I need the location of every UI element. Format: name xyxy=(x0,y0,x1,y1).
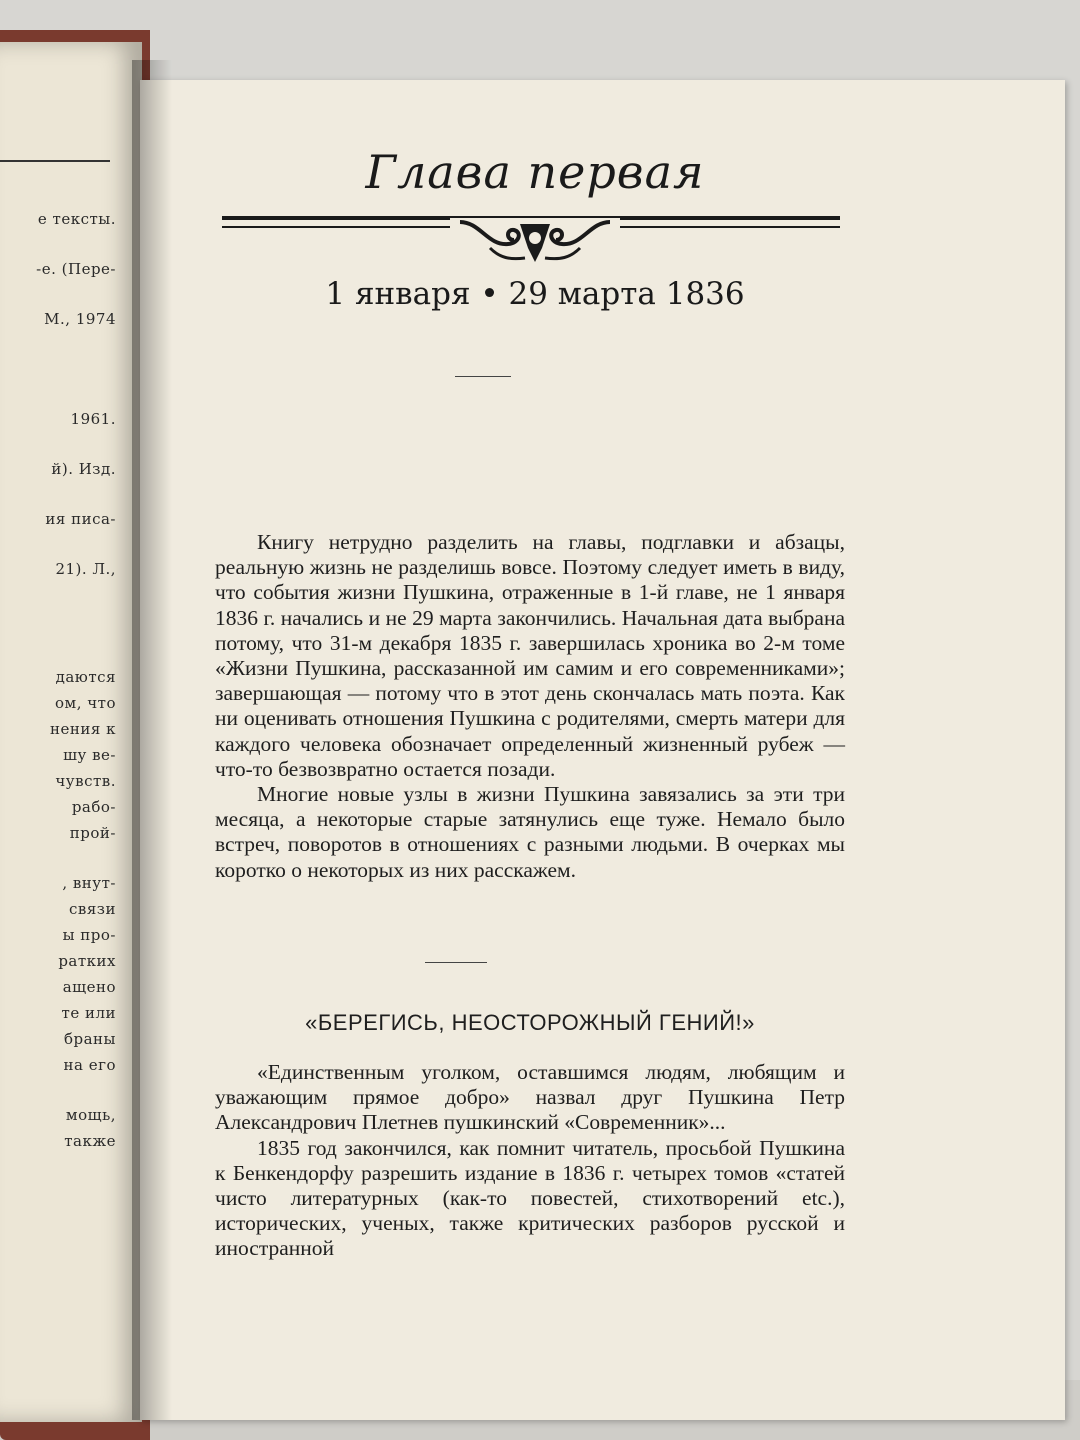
left-page-line: прой- xyxy=(69,824,116,842)
section-divider xyxy=(425,962,487,963)
left-page-line: те или xyxy=(61,1004,116,1022)
left-page-line: мощь, xyxy=(65,1106,116,1124)
section-paragraph: 1835 год закончился, как помнит читатель, просьбой Пушкина к Бенкендорфу разрешить издание в 1836 г. четырех томов «статей чисто литературных (как-то повестей, стихотворений etc.), исторических, ученых, также критических разборов русской и иностранной xyxy=(215,1135,845,1261)
left-page-line: также xyxy=(64,1132,116,1150)
left-page-line: нения к xyxy=(50,720,116,738)
left-page-rule xyxy=(0,160,110,162)
left-page-line: ащено xyxy=(62,978,116,996)
left-page-line: ом, что xyxy=(55,694,116,712)
left-page-line: 1961. xyxy=(70,410,116,428)
ornament-icon xyxy=(450,218,620,270)
left-page-line: М., 1974 xyxy=(44,310,116,328)
left-page xyxy=(0,42,142,1422)
decorative-rule xyxy=(455,376,511,377)
left-page-line: й). Изд. xyxy=(51,460,116,478)
left-page-line: шу ве- xyxy=(63,746,116,764)
left-page-line: чувств. xyxy=(55,772,116,790)
intro-paragraph: Многие новые узлы в жизни Пушкина завязались за эти три месяца, а некоторые старые затянулись еще туже. Немало было встреч, поворотов в отношениях с разными людьми. В очерках мы коротко о некоторых из них расскажем. xyxy=(215,782,845,882)
left-page-line: браны xyxy=(63,1030,116,1048)
chapter-title: Глава первая xyxy=(365,145,705,199)
chapter-date-range: 1 января • 29 марта 1836 xyxy=(325,276,745,312)
intro-paragraph: Книгу нетрудно разделить на главы, подглавки и абзацы, реальную жизнь не разделишь вовсе. Поэтому следует иметь в виду, что события жизни Пушкина, отраженные в 1-й главе, не 1 января 1836 г. начались и не 29 марта закончились. Начальная дата выбрана потому, что 31-м декабря 1835 г. завершилась хроника во 2-м томе «Жизни Пушкина, рассказанной им самим и его современниками»; завершающая — потому что в этот день скончалась мать поэта. Как ни оценивать отношения Пушкина с родителями, смерть матери для каждого человека обозначает определенный жизненный рубеж — что-то безвозвратно остается позади. xyxy=(215,530,845,781)
left-page-line: , внут- xyxy=(62,874,116,892)
left-page-line: даются xyxy=(55,668,116,686)
intro-text xyxy=(215,530,845,883)
section-heading: «БЕРЕГИСЬ, НЕОСТОРОЖНЫЙ ГЕНИЙ!» xyxy=(305,1010,755,1035)
section-paragraph: «Единственным уголком, оставшимся людям, любящим и уважающим прямое добро» назвал друг Пушкина Петр Александрович Плетнев пушкинский «Современник»... xyxy=(215,1060,845,1135)
section-text xyxy=(215,1060,845,1262)
left-page-line: ратких xyxy=(58,952,116,970)
left-page-line: связи xyxy=(69,900,116,918)
left-page-line: 21). Л., xyxy=(55,560,116,578)
book-gutter-shadow xyxy=(132,60,172,1420)
left-page-line: рабо- xyxy=(71,798,116,816)
left-page-line: ия писа- xyxy=(45,510,116,528)
left-page-line: ы про- xyxy=(62,926,116,944)
left-page-line: -е. (Пере- xyxy=(36,260,116,278)
left-page-line: на его xyxy=(63,1056,116,1074)
left-page-line: е тексты. xyxy=(37,210,116,228)
